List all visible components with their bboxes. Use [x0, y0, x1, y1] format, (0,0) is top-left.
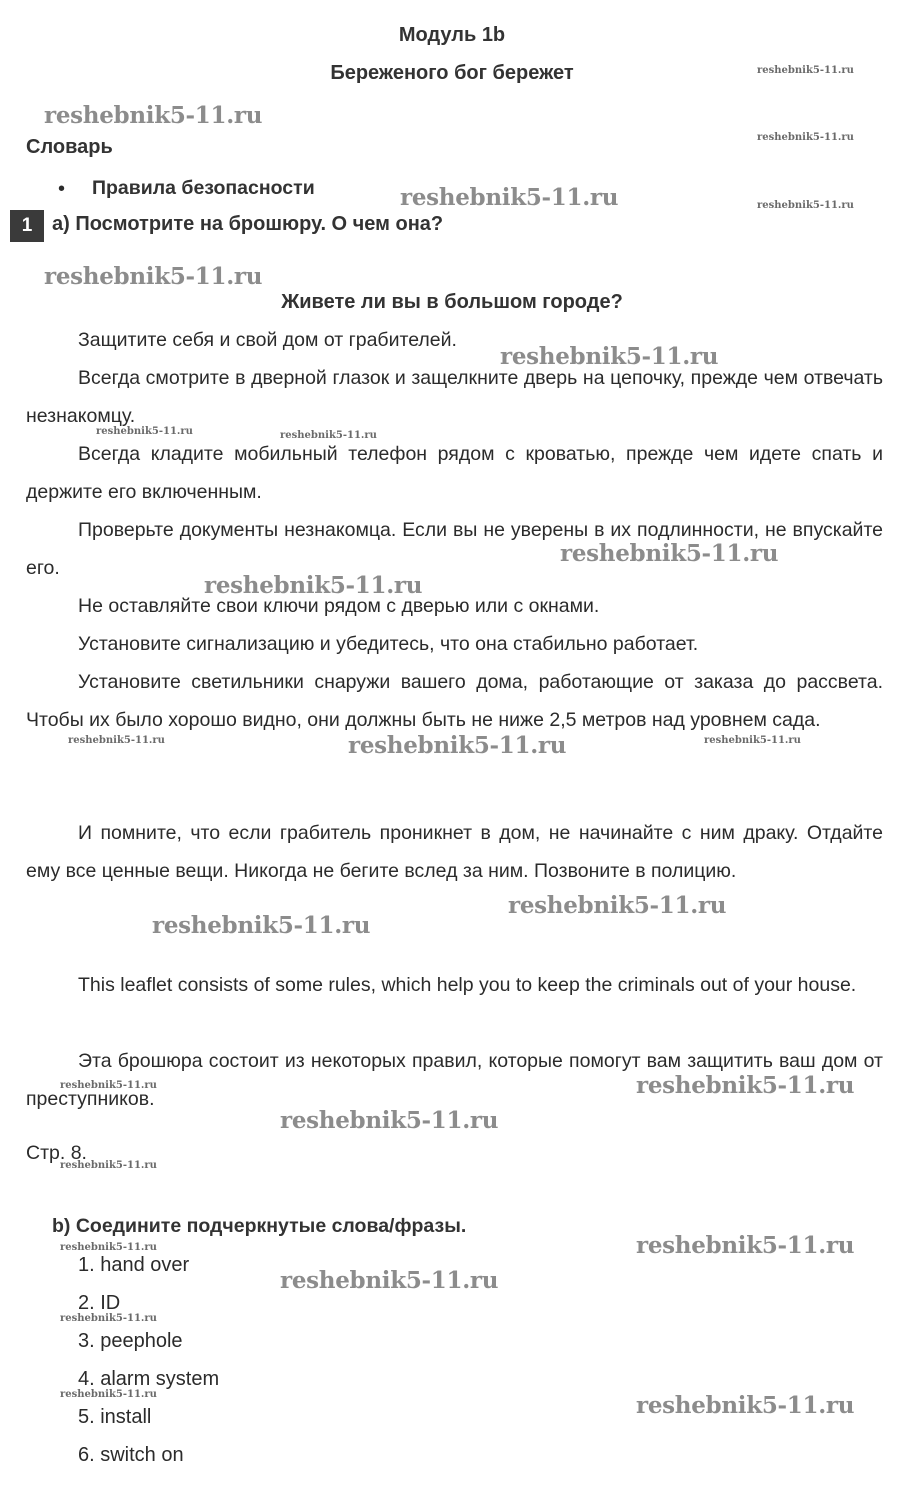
answer-english: This leaflet consists of some rules, which help you to keep the criminals out of your house.: [78, 974, 857, 996]
watermark: reshebnik5-11.ru: [500, 343, 719, 370]
vocabulary-item: Правила безопасности: [92, 177, 315, 199]
watermark-small: reshebnik5-11.ru: [60, 1242, 157, 1253]
watermark: reshebnik5-11.ru: [44, 263, 263, 290]
list-item: 3. peephole: [78, 1330, 183, 1352]
watermark: reshebnik5-11.ru: [636, 1392, 855, 1419]
watermark: reshebnik5-11.ru: [280, 1267, 499, 1294]
watermark: reshebnik5-11.ru: [348, 732, 567, 759]
watermark-small: reshebnik5-11.ru: [280, 430, 377, 441]
bullet-icon: •: [58, 178, 66, 200]
watermark-small: reshebnik5-11.ru: [704, 735, 801, 746]
vocabulary-heading: Словарь: [26, 136, 113, 158]
list-item: 6. switch on: [78, 1444, 184, 1466]
list-item: 2. ID: [78, 1292, 121, 1314]
leaflet-paragraph: Всегда кладите мобильный телефон рядом с кроватью, прежде чем идете спать и держите его включенным.: [26, 443, 883, 503]
watermark: reshebnik5-11.ru: [400, 184, 619, 211]
watermark-small: reshebnik5-11.ru: [757, 132, 854, 143]
list-item: 1. hand over: [78, 1254, 190, 1276]
module-title: Модуль 1b: [398, 24, 506, 46]
leaflet-title: Живете ли вы в большом городе?: [281, 291, 623, 313]
watermark: reshebnik5-11.ru: [204, 572, 423, 599]
watermark-small: reshebnik5-11.ru: [60, 1160, 157, 1171]
watermark: reshebnik5-11.ru: [636, 1232, 855, 1259]
exercise-task-a: a) Посмотрите на брошюру. О чем она?: [52, 213, 444, 235]
leaflet-paragraph: Установите сигнализацию и убедитесь, что она стабильно работает.: [78, 633, 699, 655]
exercise-task-b: b) Соедините подчеркнутые слова/фразы.: [52, 1215, 467, 1237]
answer-russian: Эта брошюра состоит из некоторых правил, которые помогут вам защитить ваш дом от преступников.: [26, 1050, 883, 1110]
watermark: reshebnik5-11.ru: [280, 1107, 499, 1134]
exercise-number-badge: 1: [10, 210, 44, 242]
leaflet-paragraph: Не оставляйте свои ключи рядом с дверью или с окнами.: [78, 595, 600, 617]
list-item: 4. alarm system: [78, 1368, 220, 1390]
watermark-small: reshebnik5-11.ru: [60, 1389, 157, 1400]
watermark: reshebnik5-11.ru: [508, 892, 727, 919]
leaflet-paragraph: Проверьте документы незнакомца. Если вы не уверены в их подлинности, не впускайте его.: [26, 519, 883, 579]
watermark: reshebnik5-11.ru: [560, 540, 779, 567]
watermark-small: reshebnik5-11.ru: [757, 200, 854, 211]
watermark-small: reshebnik5-11.ru: [757, 65, 854, 76]
leaflet-paragraph: Установите светильники снаружи вашего дома, работающие от заказа до рассвета. Чтобы их было хорошо видно, они должны быть не ниже 2,5 метров над уровнем сада.: [26, 671, 883, 731]
watermark: reshebnik5-11.ru: [152, 912, 371, 939]
watermark: reshebnik5-11.ru: [44, 102, 263, 129]
watermark: reshebnik5-11.ru: [636, 1072, 855, 1099]
watermark-small: reshebnik5-11.ru: [60, 1313, 157, 1324]
watermark-small: reshebnik5-11.ru: [96, 426, 193, 437]
page-reference: Стр. 8.: [26, 1142, 87, 1164]
leaflet-paragraph: И помните, что если грабитель проникнет в дом, не начинайте с ним драку. Отдайте ему все ценные вещи. Никогда не бегите вслед за ним. Позвоните в полицию.: [26, 822, 883, 882]
leaflet-paragraph: Всегда смотрите в дверной глазок и защелкните дверь на цепочку, прежде чем отвечать незнакомцу.: [26, 367, 883, 427]
watermark-small: reshebnik5-11.ru: [60, 1080, 157, 1091]
list-item: 5. install: [78, 1406, 152, 1428]
leaflet-paragraph: Защитите себя и свой дом от грабителей.: [78, 329, 457, 351]
module-subtitle: Береженого бог бережет: [330, 62, 574, 84]
watermark-small: reshebnik5-11.ru: [68, 735, 165, 746]
